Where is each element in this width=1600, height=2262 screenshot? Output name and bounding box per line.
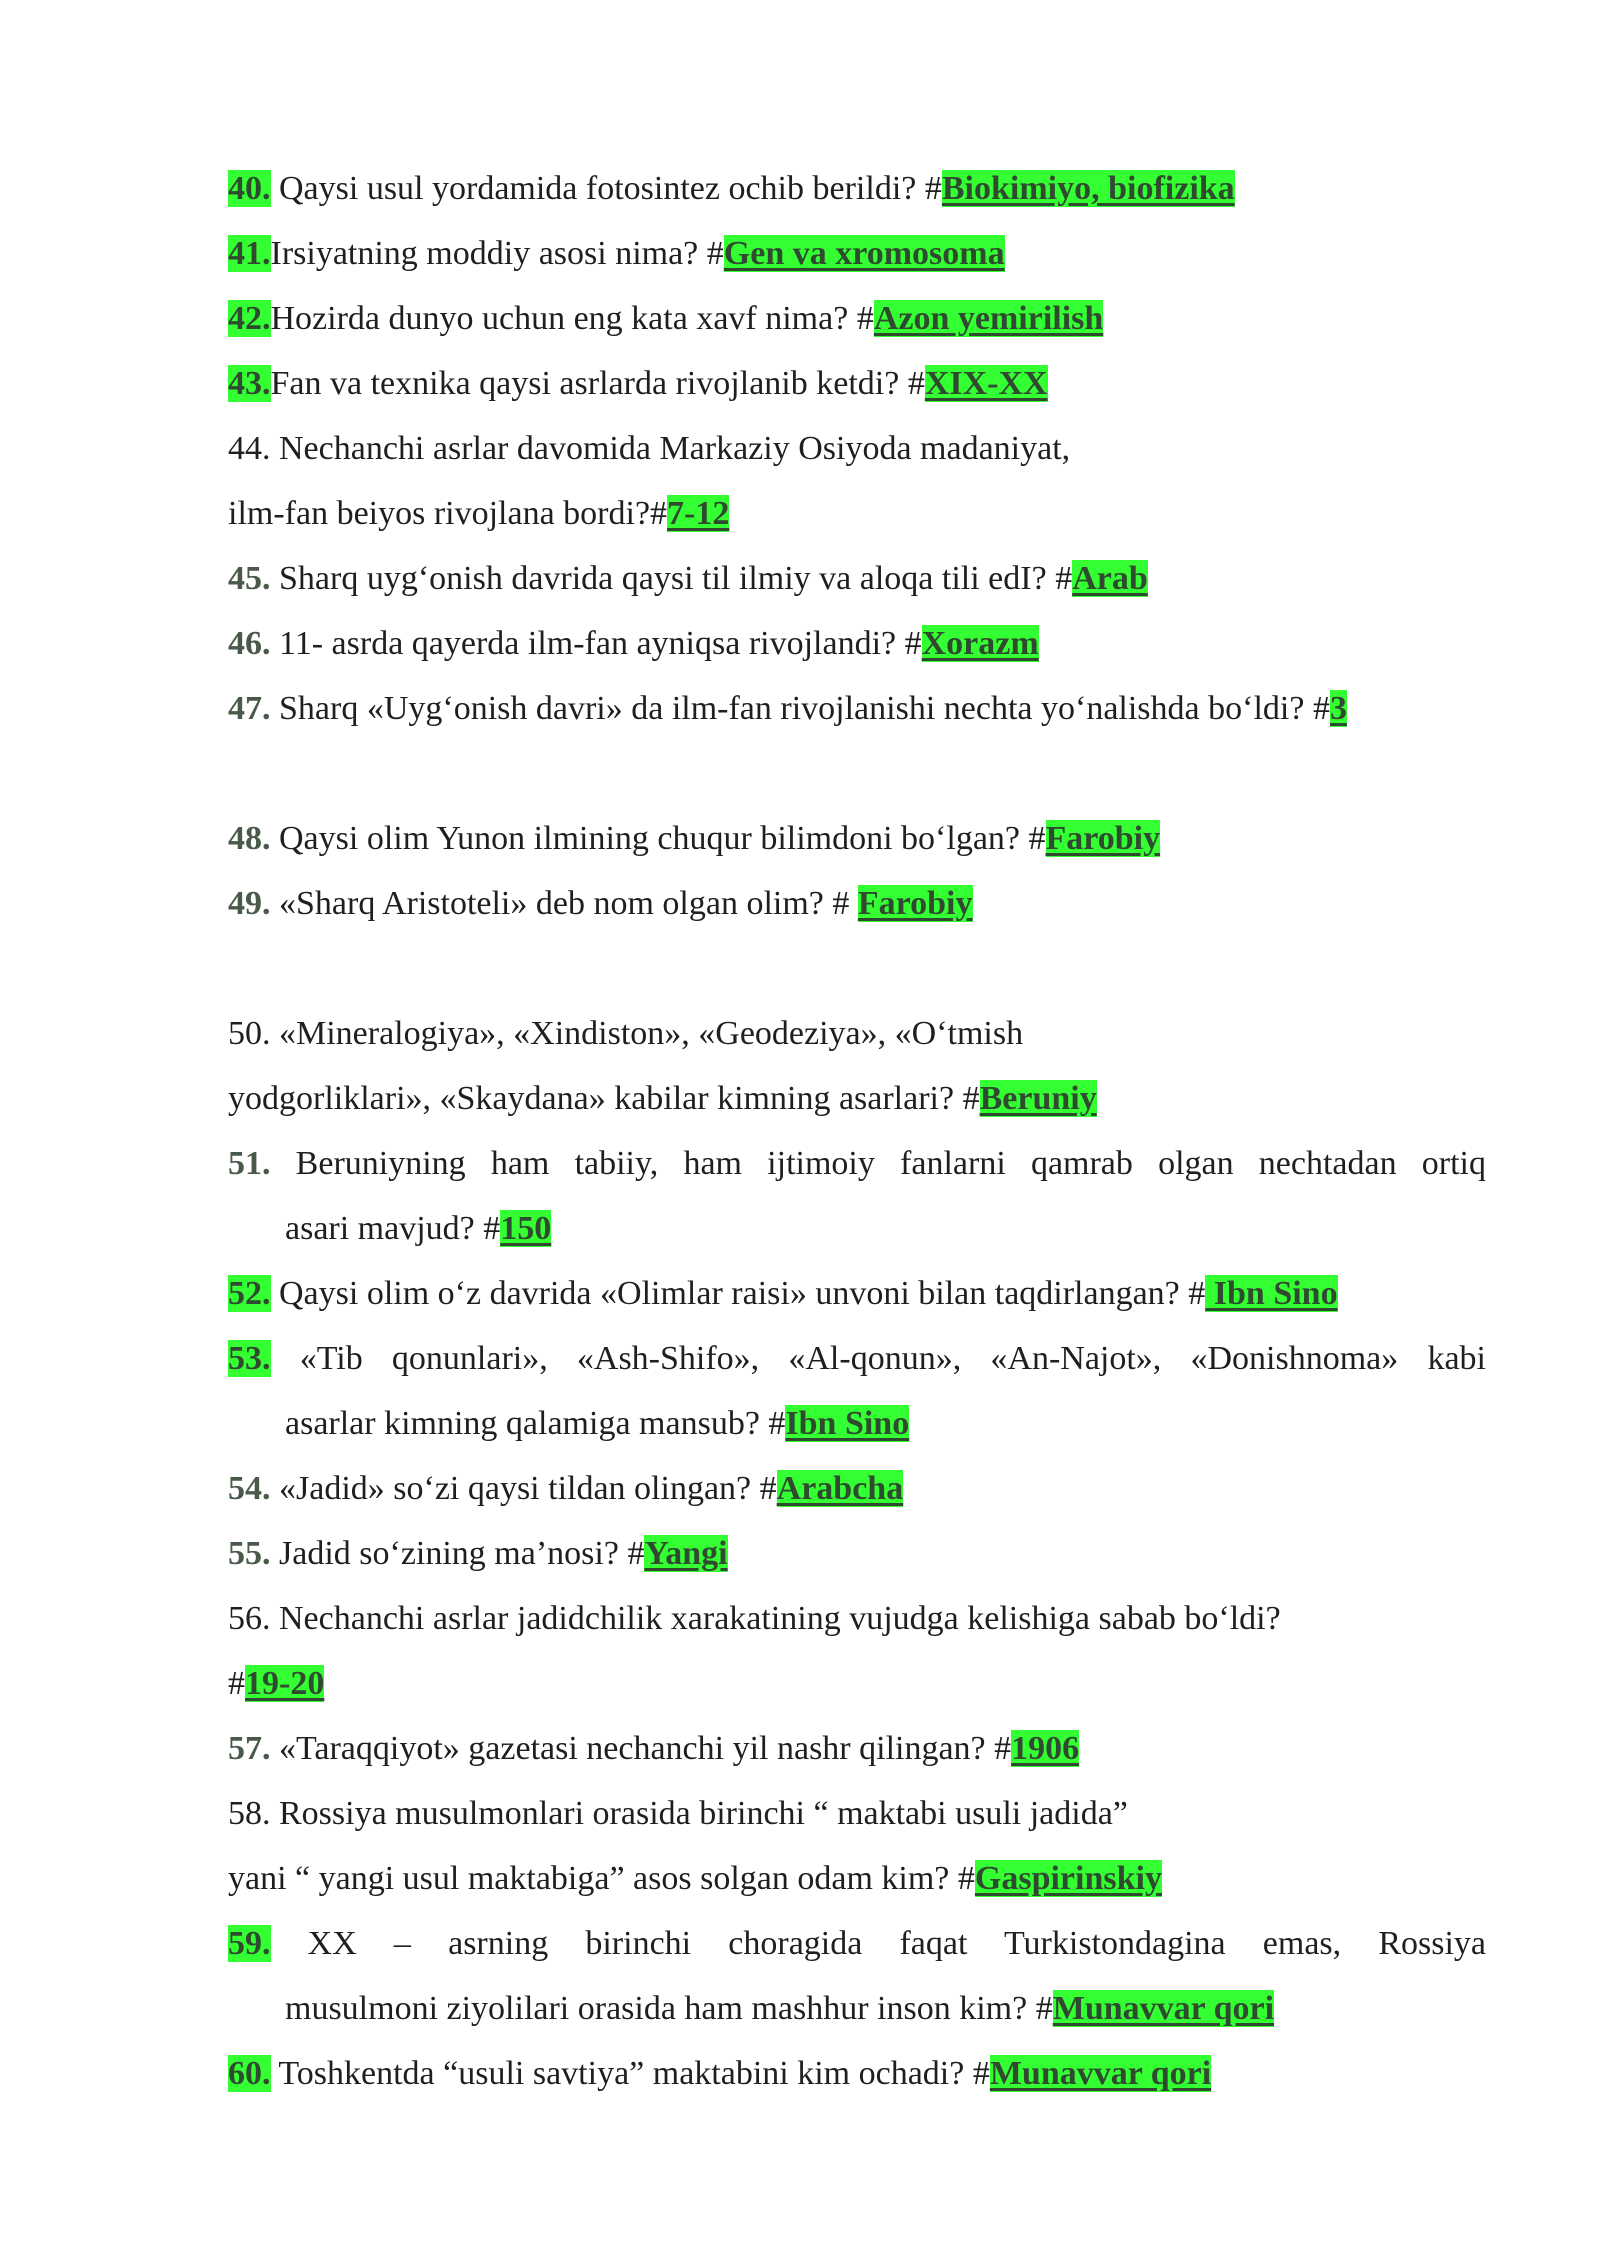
- question-text: Sharq uyg‘onish davrida qaysi til ilmiy va aloqa tili edI?: [270, 560, 1056, 597]
- question-text: ilm-fan beiyos rivojlana bordi?: [228, 495, 651, 532]
- question-number: 57.: [228, 1730, 271, 1767]
- question-number: 42.: [228, 300, 271, 337]
- hash-mark: #: [1188, 1275, 1206, 1312]
- question-text: XX – asrning birinchi choragida faqat Turkistondagina emas, Rossiya: [270, 1925, 1486, 1962]
- question-text: yani “ yangi usul maktabiga” asos solgan odam kim?: [228, 1860, 958, 1897]
- question-line-q43: [228, 351, 1486, 416]
- question-line-q50: [228, 1001, 1486, 1066]
- question-line-q50: [228, 1066, 1486, 1131]
- hash-mark: #: [706, 235, 724, 272]
- question-line-q59: [228, 1976, 1486, 2041]
- hash-mark: #: [1028, 820, 1046, 857]
- blank-line: [228, 936, 1486, 1001]
- question-text: asarlar kimning qalamiga mansub?: [285, 1405, 769, 1442]
- question-line-q41: [228, 221, 1486, 286]
- question-line-q58: [228, 1846, 1486, 1911]
- answer-highlight: 3: [1329, 690, 1347, 727]
- hash-mark: #: [483, 1210, 501, 1247]
- hash-mark: #: [759, 1470, 777, 1507]
- question-number: 46.: [228, 625, 271, 662]
- question-text: Qaysi olim o‘z davrida «Olimlar raisi» unvoni bilan taqdirlangan?: [270, 1275, 1189, 1312]
- hash-mark: #: [1312, 690, 1330, 727]
- question-number: 59.: [228, 1925, 271, 1962]
- question-number: 51.: [228, 1145, 271, 1182]
- question-line-q42: [228, 286, 1486, 351]
- hash-mark: #: [957, 1860, 975, 1897]
- question-line-q49: [228, 871, 1486, 936]
- question-text: Toshkentda “usuli savtiya” maktabini kim ochadi?: [270, 2055, 973, 2092]
- answer-highlight: 1906: [1011, 1730, 1080, 1767]
- question-line-q51: [228, 1131, 1486, 1196]
- question-number: 47.: [228, 690, 271, 727]
- question-number-plain: 50.: [228, 1015, 279, 1052]
- hash-mark: #: [856, 300, 874, 337]
- answer-highlight: Arab: [1072, 560, 1148, 597]
- document-page: [228, 156, 1486, 2106]
- answer-highlight: Munavvar qori: [989, 2055, 1212, 2092]
- question-line-q52: [228, 1261, 1486, 1326]
- answer-highlight: 150: [500, 1210, 552, 1247]
- question-text: «Taraqqiyot» gazetasi nechanchi yil nashr qilingan?: [270, 1730, 995, 1767]
- question-text: Irsiyatning moddiy asosi nima?: [270, 235, 707, 272]
- answer-highlight: Gaspirinskiy: [974, 1860, 1162, 1897]
- question-number-plain: 58.: [228, 1795, 279, 1832]
- question-number-plain: 56.: [228, 1600, 279, 1637]
- question-text: «Mineralogiya», «Xindiston», «Geodeziya», «O‘tmish: [279, 1015, 1024, 1052]
- question-text: Nechanchi asrlar jadidchilik xarakatining vujudga kelishiga sabab bo‘ldi?: [279, 1600, 1281, 1637]
- question-number: 41.: [228, 235, 271, 272]
- question-line-q46: [228, 611, 1486, 676]
- question-text: Fan va texnika qaysi asrlarda rivojlanib ketdi?: [270, 365, 908, 402]
- question-text: yodgorliklari», «Skaydana» kabilar kimning asarlari?: [228, 1080, 963, 1117]
- question-line-q44: [228, 416, 1486, 481]
- question-number: 45.: [228, 560, 271, 597]
- question-line-q44: [228, 481, 1486, 546]
- answer-highlight: Beruniy: [979, 1080, 1097, 1117]
- question-number: 53.: [228, 1340, 271, 1377]
- question-text: «Jadid» so‘zi qaysi tildan olingan?: [270, 1470, 760, 1507]
- hash-mark: #: [904, 625, 922, 662]
- question-line-q56: [228, 1651, 1486, 1716]
- question-text: Jadid so‘zining ma’nosi?: [270, 1535, 628, 1572]
- hash-mark: #: [627, 1535, 645, 1572]
- question-text: «Sharq Aristoteli» deb nom olgan olim? #: [270, 885, 858, 922]
- question-line-q54: [228, 1456, 1486, 1521]
- question-text: Beruniyning ham tabiiy, ham ijtimoiy fanlarni qamrab olgan nechtadan ortiq: [270, 1145, 1486, 1182]
- question-number: 43.: [228, 365, 271, 402]
- answer-highlight: Munavvar qori: [1052, 1990, 1275, 2027]
- hash-mark: #: [994, 1730, 1012, 1767]
- hash-mark: #: [924, 170, 942, 207]
- answer-highlight: Azon yemirilish: [873, 300, 1104, 337]
- answer-highlight: Ibn Sino: [1205, 1275, 1338, 1312]
- question-number: 49.: [228, 885, 271, 922]
- question-line-q59: [228, 1911, 1486, 1976]
- hash-mark: #: [1055, 560, 1073, 597]
- answer-highlight: XIX-XX: [924, 365, 1048, 402]
- question-text: asari mavjud?: [285, 1210, 484, 1247]
- answer-highlight: 7-12: [667, 495, 730, 532]
- question-text: Sharq «Uyg‘onish davri» da ilm-fan rivojlanishi nechta yo‘nalishda bo‘ldi?: [270, 690, 1313, 727]
- question-line-q56: [228, 1586, 1486, 1651]
- hash-mark: #: [650, 495, 668, 532]
- question-number-plain: 44.: [228, 430, 279, 467]
- question-line-q45: [228, 546, 1486, 611]
- question-line-q48: [228, 806, 1486, 871]
- answer-highlight: Farobiy: [857, 885, 973, 922]
- answer-highlight: Xorazm: [921, 625, 1039, 662]
- question-number: 40.: [228, 170, 271, 207]
- hash-mark: #: [962, 1080, 980, 1117]
- answer-highlight: Yangi: [644, 1535, 728, 1572]
- question-text: Hozirda dunyo uchun eng kata xavf nima?: [270, 300, 857, 337]
- answer-highlight: Gen va xromosoma: [723, 235, 1005, 272]
- question-line-q55: [228, 1521, 1486, 1586]
- question-line-q53: [228, 1326, 1486, 1391]
- question-line-q53: [228, 1391, 1486, 1456]
- question-number: 54.: [228, 1470, 271, 1507]
- question-line-q57: [228, 1716, 1486, 1781]
- hash-mark: #: [228, 1665, 245, 1702]
- question-line-q40: [228, 156, 1486, 221]
- question-line-q60: [228, 2041, 1486, 2106]
- hash-mark: #: [768, 1405, 786, 1442]
- question-line-q58: [228, 1781, 1486, 1846]
- answer-highlight: Farobiy: [1045, 820, 1161, 857]
- hash-mark: #: [907, 365, 925, 402]
- answer-highlight: Biokimiyo, biofizika: [941, 170, 1235, 207]
- question-line-q51: [228, 1196, 1486, 1261]
- hash-mark: #: [1035, 1990, 1053, 2027]
- answer-highlight: Ibn Sino: [785, 1405, 910, 1442]
- question-line-q47: [228, 676, 1486, 741]
- hash-mark: #: [972, 2055, 990, 2092]
- question-number: 52.: [228, 1275, 271, 1312]
- question-number: 48.: [228, 820, 271, 857]
- answer-highlight: 19-20: [245, 1665, 325, 1702]
- question-text: Qaysi olim Yunon ilmining chuqur bilimdoni bo‘lgan?: [270, 820, 1029, 857]
- question-number: 55.: [228, 1535, 271, 1572]
- blank-line: [228, 741, 1486, 806]
- question-text: Nechanchi asrlar davomida Markaziy Osiyoda madaniyat,: [279, 430, 1071, 467]
- question-text: Rossiya musulmonlari orasida birinchi “ maktabi usuli jadida”: [279, 1795, 1128, 1832]
- question-text: 11- asrda qayerda ilm-fan ayniqsa rivojlandi?: [270, 625, 905, 662]
- answer-highlight: Arabcha: [776, 1470, 904, 1507]
- question-text: musulmoni ziyolilari orasida ham mashhur inson kim?: [285, 1990, 1036, 2027]
- question-number: 60.: [228, 2055, 271, 2092]
- question-text: Qaysi usul yordamida fotosintez ochib berildi?: [270, 170, 925, 207]
- question-text: «Tib qonunlari», «Ash-Shifo», «Al-qonun», «An-Najot», «Donishnoma» kabi: [270, 1340, 1486, 1377]
